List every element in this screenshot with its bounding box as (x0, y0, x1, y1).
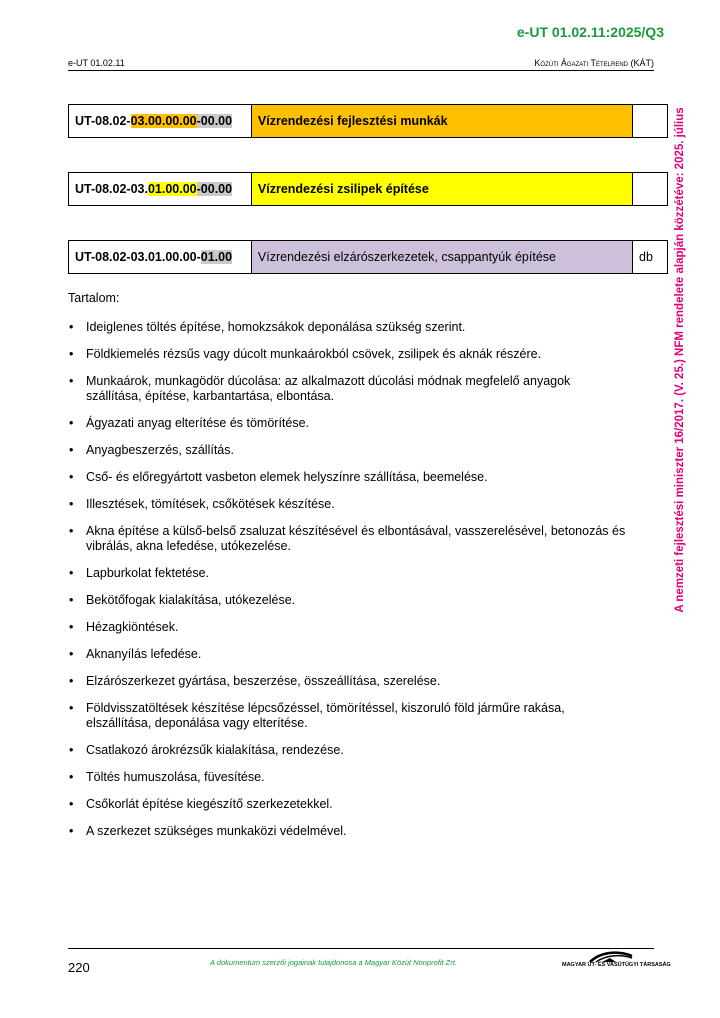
item-name: Vízrendezési fejlesztési munkák (251, 105, 632, 138)
code-highlight: 01.00.00 (147, 182, 197, 196)
item-name: Vízrendezési elzárószerkezetek, csappantyúk építése (251, 241, 632, 274)
content-heading: Tartalom: (68, 291, 120, 305)
header-right-title: Közúti Ágazati Tételrend (KÁT) (534, 58, 654, 68)
item-code (69, 241, 252, 274)
list-item: • Cső- és előregyártott vasbeton elemek helyszínre szállítása, beemelése. (68, 470, 628, 485)
list-item: • Aknanyílás lefedése. (68, 647, 628, 662)
list-item: • Töltés humuszolása, füvesítése. (68, 770, 628, 785)
code-suffix: -00.00 (196, 182, 233, 196)
code-prefix: UT-08.02- (75, 114, 131, 128)
list-item: • Elzárószerkezet gyártása, beszerzése, összeállítása, szerelése. (68, 674, 628, 689)
header-left-code: e-UT 01.02.11 (68, 58, 125, 68)
list-item: • Ágyazati anyag elterítése és tömörítése. (68, 416, 628, 431)
footer-divider (68, 948, 654, 949)
item-code (69, 105, 252, 138)
code-suffix: -00.00 (196, 114, 233, 128)
table-row (69, 173, 668, 206)
item-table-level-1 (68, 104, 668, 138)
item-table-level-3 (68, 240, 668, 274)
item-code (69, 173, 252, 206)
table-row (69, 241, 668, 274)
list-item: • Bekötőfogak kialakítása, utókezelése. (68, 593, 628, 608)
document-code: e-UT 01.02.11:2025/Q3 (516, 24, 664, 40)
item-unit (633, 105, 668, 138)
code-highlight: 01.00 (200, 250, 233, 264)
list-item: • A szerkezet szükséges munkaközi védelmével. (68, 824, 628, 839)
item-name: Vízrendezési zsilipek építése (251, 173, 632, 206)
header-divider (68, 70, 654, 71)
content-list (68, 308, 628, 839)
item-unit (633, 173, 668, 206)
side-publication-note (660, 90, 700, 630)
list-item: • Hézagkiöntések. (68, 620, 628, 635)
association-logo-icon (560, 950, 654, 972)
page-number: 220 (68, 960, 90, 975)
item-table-level-2 (68, 172, 668, 206)
list-item: • Csőkorlát építése kiegészítő szerkezetekkel. (68, 797, 628, 812)
list-item: • Akna építése a külső-belső zsaluzat készítésével és elbontásával, vasszerelésével, betonozás és vibrálás, akna lefedése, utókezelése. (68, 524, 628, 554)
code-prefix: UT-08.02-03.01.00.00- (75, 250, 201, 264)
list-item: • Ideiglenes töltés építése, homokzsákok deponálása szükség szerint. (68, 320, 628, 335)
side-note-text: A nemzeti fejlesztési miniszter 16/2017. (V. 25.) NFM rendelete alapján közzétéve: 2025. július (674, 107, 686, 613)
list-item: • Munkaárok, munkagödör dúcolása: az alkalmazott dúcolási módnak megfelelő anyagok szállítása, építése, karbantartása, elbontása. (68, 374, 628, 404)
list-item: • Földvisszatöltések készítése lépcsőzéssel, tömörítéssel, kiszoruló föld járműre rakása, elszállítása, deponálása vagy elterítése. (68, 701, 628, 731)
list-item: • Lapburkolat fektetése. (68, 566, 628, 581)
code-prefix: UT-08.02-03. (75, 182, 148, 196)
list-item: • Illesztések, tömítések, csőkötések készítése. (68, 497, 628, 512)
item-unit: db (633, 241, 668, 274)
running-header (68, 58, 654, 70)
list-item: • Anyagbeszerzés, szállítás. (68, 443, 628, 458)
table-row (69, 105, 668, 138)
code-highlight: 03.00.00.00 (130, 114, 197, 128)
copyright-note: A dokumentum szerzői jogainak tulajdonosa a Magyar Közút Nonprofit Zrt. (210, 958, 457, 967)
logo-caption: MAGYAR ÚT- ÉS VASÚTÜGYI TÁRSASÁG (562, 962, 671, 968)
list-item: • Csatlakozó árokrézsűk kialakítása, rendezése. (68, 743, 628, 758)
list-item: • Földkiemelés rézsűs vagy dúcolt munkaárokból csövek, zsilipek és aknák részére. (68, 347, 628, 362)
